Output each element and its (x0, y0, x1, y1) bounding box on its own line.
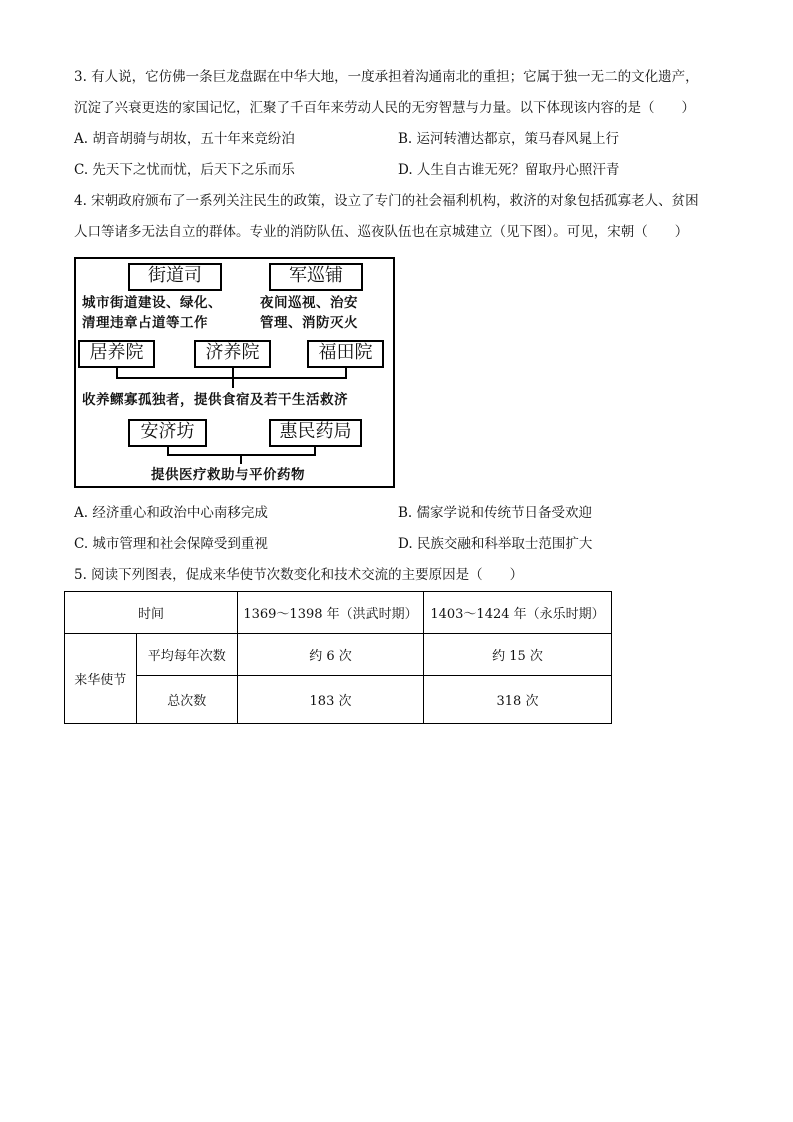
welfare-diagram (74, 257, 395, 488)
table-header-yongle: 1403～1424 年（永乐时期） (424, 592, 612, 634)
diagram-desc-yuan: 收养鳏寡孤独者，提供食宿及若干生活救济 (82, 392, 348, 408)
table-cell-annual-yongle: 约 15 次 (424, 634, 612, 676)
q3-option-a[interactable]: A. 胡音胡骑与胡妆，五十年来竞纷泊 (74, 131, 295, 147)
diagram-box-jiedaosi: 街道司 (128, 263, 222, 291)
table-cell-total-yongle: 318 次 (424, 676, 612, 724)
q4-stem-line1: 4. 宋朝政府颁布了一系列关注民生的政策，设立了专门的社会福利机构，救济的对象包括孤寡老人、贫困 (74, 193, 699, 209)
connector (240, 454, 242, 464)
diagram-box-anjifang: 安济坊 (128, 419, 207, 447)
diagram-desc-jiedaosi-line2: 清理违章占道等工作 (82, 315, 208, 331)
table-cell-total-hongwu: 183 次 (238, 676, 424, 724)
q4-option-a[interactable]: A. 经济重心和政治中心南移完成 (74, 505, 268, 521)
envoy-table (64, 591, 612, 724)
q3-option-c[interactable]: C. 先天下之忧而忧，后天下之乐而乐 (74, 162, 295, 178)
q4-option-c[interactable]: C. 城市管理和社会保障受到重视 (74, 536, 268, 552)
table-header-hongwu: 1369～1398 年（洪武时期） (238, 592, 424, 634)
table-label-total: 总次数 (136, 676, 237, 724)
diagram-box-juyangyuan: 居养院 (78, 340, 155, 368)
q4-option-b[interactable]: B. 儒家学说和传统节日备受欢迎 (398, 505, 593, 521)
table-row-group-envoys: 来华使节 (65, 634, 137, 724)
connector (116, 377, 347, 379)
q4-stem-line2: 人口等诸多无法自立的群体。专业的消防队伍、巡夜队伍也在京城建立（见下图）。可见，宋朝（ ） (74, 224, 689, 240)
q3-stem-line1: 3. 有人说，它仿佛一条巨龙盘踞在中华大地，一度承担着沟通南北的重担；它属于独一无二的文化遗产， (74, 69, 699, 85)
diagram-box-futianyuan: 福田院 (307, 340, 384, 368)
table-cell-annual-hongwu: 约 6 次 (238, 634, 424, 676)
q4-option-d[interactable]: D. 民族交融和科举取士范围扩大 (398, 536, 593, 552)
diagram-desc-junxunpu-line1: 夜间巡视、治安 (260, 295, 358, 311)
diagram-desc-medical: 提供医疗救助与平价药物 (151, 467, 305, 483)
q3-option-b[interactable]: B. 运河转漕达都京，策马春风晁上行 (398, 131, 620, 147)
diagram-box-junxunpu: 军巡铺 (269, 263, 363, 291)
diagram-box-jiyangyuan: 济养院 (194, 340, 271, 368)
table-header-time: 时间 (65, 592, 238, 634)
q3-stem-line2: 沉淀了兴衰更迭的家国记忆，汇聚了千百年来劳动人民的无穷智慧与力量。以下体现该内容的是（ ） (74, 100, 695, 116)
diagram-desc-jiedaosi-line1: 城市街道建设、绿化、 (82, 295, 222, 311)
diagram-box-huiminyaoju: 惠民药局 (269, 419, 362, 447)
table-label-annual: 平均每年次数 (136, 634, 237, 676)
diagram-desc-junxunpu-line2: 管理、消防灭火 (260, 315, 358, 331)
q3-option-d[interactable]: D. 人生自古谁无死？留取丹心照汗青 (398, 162, 620, 178)
q5-stem-line1: 5. 阅读下列图表，促成来华使节次数变化和技术交流的主要原因是（ ） (74, 567, 524, 583)
